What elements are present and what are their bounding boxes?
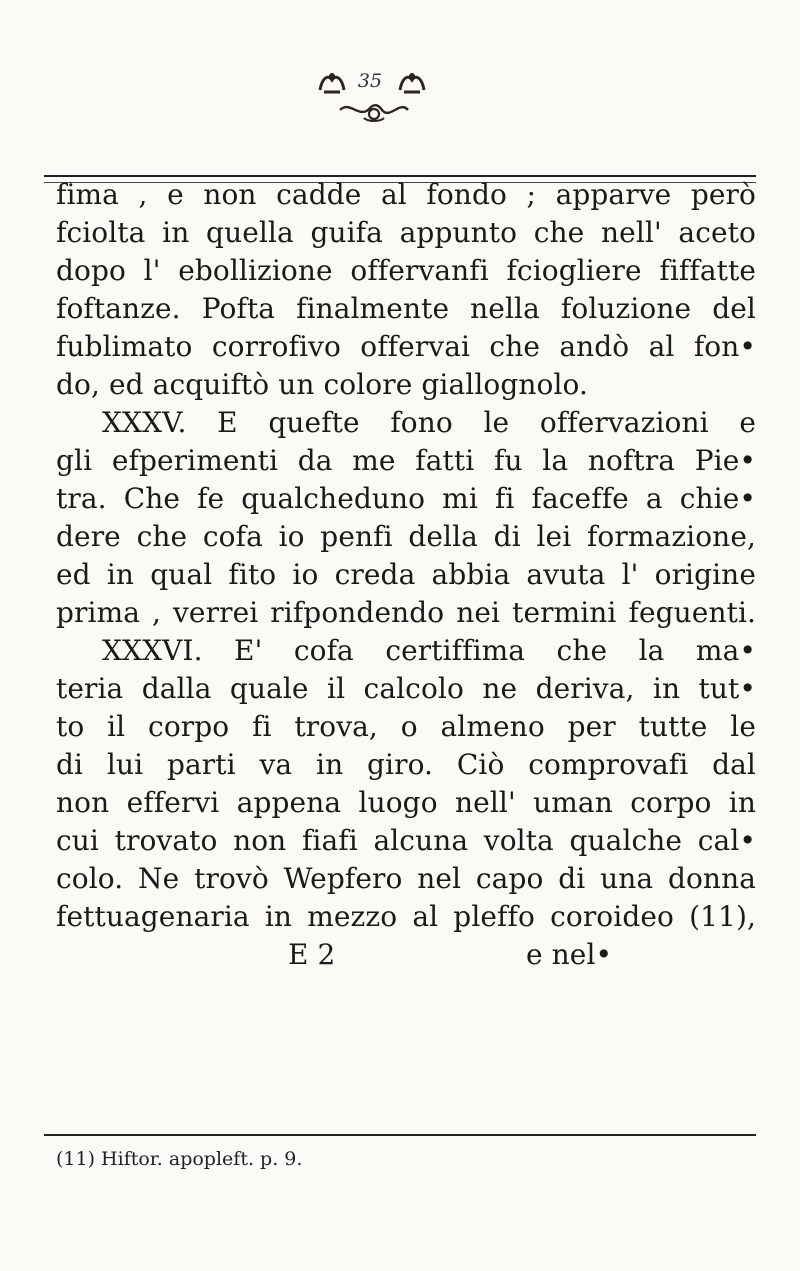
text-line: fettuagenaria in mezzo al pleffo coroideo (11), xyxy=(56,900,756,933)
text-line: dere che cofa io penfi della di lei formazione, xyxy=(56,520,756,553)
text-line: fima , e non cadde al fondo ; apparve però xyxy=(56,178,756,211)
page-number: 35 xyxy=(357,70,383,92)
text-line: fublimato corrofivo offervai che andò al fon• xyxy=(56,330,756,363)
text-line: to il corpo fi trova, o almeno per tutte le xyxy=(56,710,756,743)
text-line: di lui parti va in giro. Ciò comprovafi dal xyxy=(56,748,756,781)
signature-mark: E 2 xyxy=(288,938,336,971)
text-line: non effervi appena luogo nell' uman corpo in xyxy=(56,786,756,819)
text-line: ed in qual fito io creda abbia avuta l' origine xyxy=(56,558,756,591)
section-heading-line: XXXVI. E' cofa certiffima che la ma• xyxy=(102,634,756,667)
footnote-rule xyxy=(44,1134,756,1139)
text-line: colo. Ne trovò Wepfero nel capo di una donna xyxy=(56,862,756,895)
text-line: foftanze. Pofta finalmente nella foluzione del xyxy=(56,292,756,325)
footnote: (11) Hiftor. apopleft. p. 9. xyxy=(56,1148,303,1170)
text-line: prima , verrei rifpondendo nei termini feguenti. xyxy=(56,596,756,629)
text-line: do, ed acquiftò un colore giallognolo. xyxy=(56,368,588,401)
text-line: cui trovato non fiafi alcuna volta qualche cal• xyxy=(56,824,756,857)
page-header xyxy=(0,62,800,132)
text-line: fciolta in quella guifa appunto che nell' aceto xyxy=(56,216,756,249)
text-line: tra. Che fe qualcheduno mi fi faceffe a chie• xyxy=(56,482,756,515)
text-line: teria dalla quale il calcolo ne deriva, in tut• xyxy=(56,672,756,705)
left-ornament-icon xyxy=(316,70,348,96)
center-flourish-icon xyxy=(336,98,412,124)
main-text xyxy=(56,176,756,974)
catchword: e nel• xyxy=(526,938,613,971)
section-heading-line: XXXV. E quefte fono le offervazioni e xyxy=(102,406,756,439)
text-line: gli efperimenti da me fatti fu la noftra Pie• xyxy=(56,444,756,477)
signature-line xyxy=(56,936,756,974)
right-ornament-icon xyxy=(396,70,428,96)
text-line: dopo l' ebollizione offervanfi fciogliere fiffatte xyxy=(56,254,756,287)
